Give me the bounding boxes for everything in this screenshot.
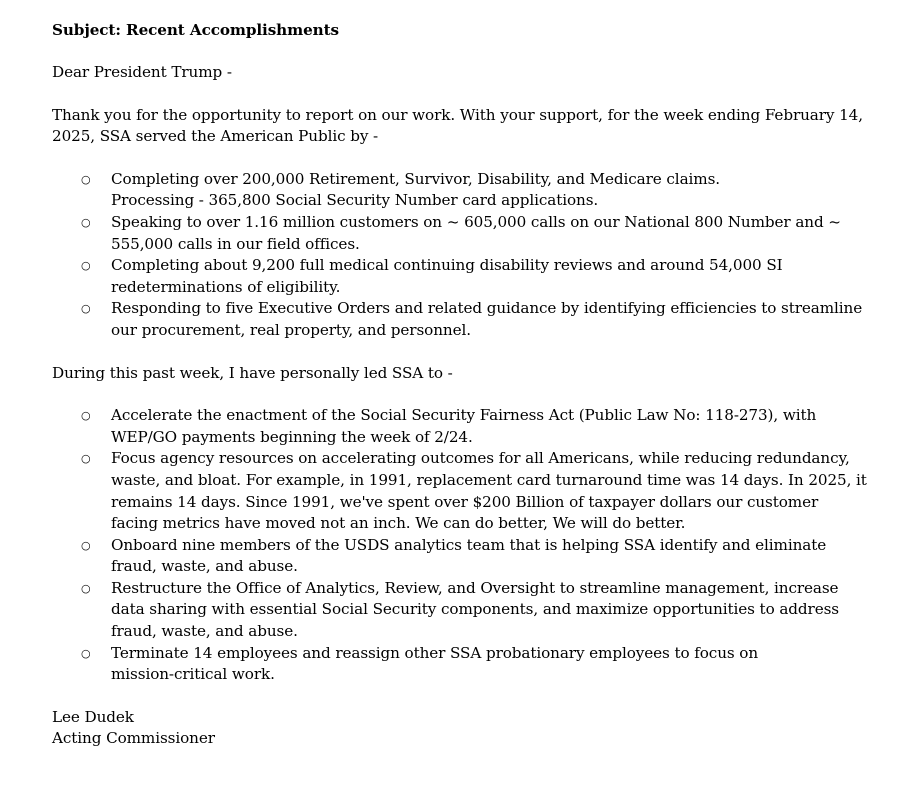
personal-intro: During this past week, I have personally led SSA to - <box>52 363 453 382</box>
bullet-icon: ○ <box>81 259 91 273</box>
letter-document <box>52 20 872 750</box>
item-line: Terminate 14 employees and reassign other SSA probationary employees to focus on <box>111 643 759 662</box>
item-line: mission-critical work. <box>111 665 275 684</box>
work-items-list <box>52 169 872 342</box>
item-line: 555,000 calls in our field offices. <box>111 234 360 253</box>
bullet-icon: ○ <box>81 452 91 466</box>
list-item <box>52 169 872 212</box>
intro-line: Thank you for the opportunity to report on our work. With your support, for the week ending February 14, <box>52 105 863 124</box>
item-line: our procurement, real property, and personnel. <box>111 320 471 339</box>
bullet-icon: ○ <box>81 581 91 595</box>
item-line: Accelerate the enactment of the Social Security Fairness Act (Public Law No: 118-273), with <box>111 406 817 425</box>
subject-line: Subject: Recent Accomplishments <box>52 21 339 39</box>
signature-block <box>52 707 872 750</box>
bullet-icon: ○ <box>81 215 91 229</box>
list-item <box>52 578 872 643</box>
bullet-icon: ○ <box>81 302 91 316</box>
list-item <box>52 448 872 534</box>
salutation: Dear President Trump - <box>52 63 232 81</box>
item-line: Completing about 9,200 full medical continuing disability reviews and around 54,000 SI <box>111 256 783 275</box>
list-item <box>52 298 872 341</box>
item-line: fraud, waste, and abuse. <box>111 557 298 576</box>
list-item <box>52 535 872 578</box>
bullet-icon: ○ <box>81 538 91 552</box>
signature-title: Acting Commissioner <box>52 729 215 748</box>
item-line: facing metrics have moved not an inch. We can do better, We will do better. <box>111 514 686 533</box>
list-item <box>52 643 872 686</box>
item-line: Processing - 365,800 Social Security Number card applications. <box>111 191 599 210</box>
item-line: remains 14 days. Since 1991, we've spent over $200 Billion of taxpayer dollars our customer <box>111 492 819 511</box>
item-line: WEP/GO payments beginning the week of 2/24. <box>111 427 473 446</box>
list-item <box>52 405 872 448</box>
bullet-icon: ○ <box>81 172 91 186</box>
bullet-icon: ○ <box>81 409 91 423</box>
item-line: Onboard nine members of the USDS analytics team that is helping SSA identify and eliminate <box>111 535 827 554</box>
list-item <box>52 212 872 255</box>
item-line: data sharing with essential Social Security components, and maximize opportunities to address <box>111 600 839 619</box>
item-line: Focus agency resources on accelerating outcomes for all Americans, while reducing redundancy, <box>111 449 850 468</box>
item-line: fraud, waste, and abuse. <box>111 622 298 641</box>
signature-name: Lee Dudek <box>52 707 134 726</box>
item-line: redeterminations of eligibility. <box>111 277 341 296</box>
item-line: Responding to five Executive Orders and related guidance by identifying efficiencies to streamline <box>111 299 863 318</box>
led-items-list <box>52 405 872 686</box>
intro-line: 2025, SSA served the American Public by - <box>52 127 379 146</box>
item-line: Speaking to over 1.16 million customers on ~ 605,000 calls on our National 800 Number and ~ <box>111 212 841 231</box>
intro-paragraph <box>52 105 872 148</box>
item-line: Completing over 200,000 Retirement, Survivor, Disability, and Medicare claims. <box>111 169 721 188</box>
bullet-icon: ○ <box>81 646 91 660</box>
item-line: Restructure the Office of Analytics, Review, and Oversight to streamline management, increase <box>111 578 839 597</box>
list-item <box>52 255 872 298</box>
item-line: waste, and bloat. For example, in 1991, replacement card turnaround time was 14 days. In 2025, it <box>111 470 867 489</box>
